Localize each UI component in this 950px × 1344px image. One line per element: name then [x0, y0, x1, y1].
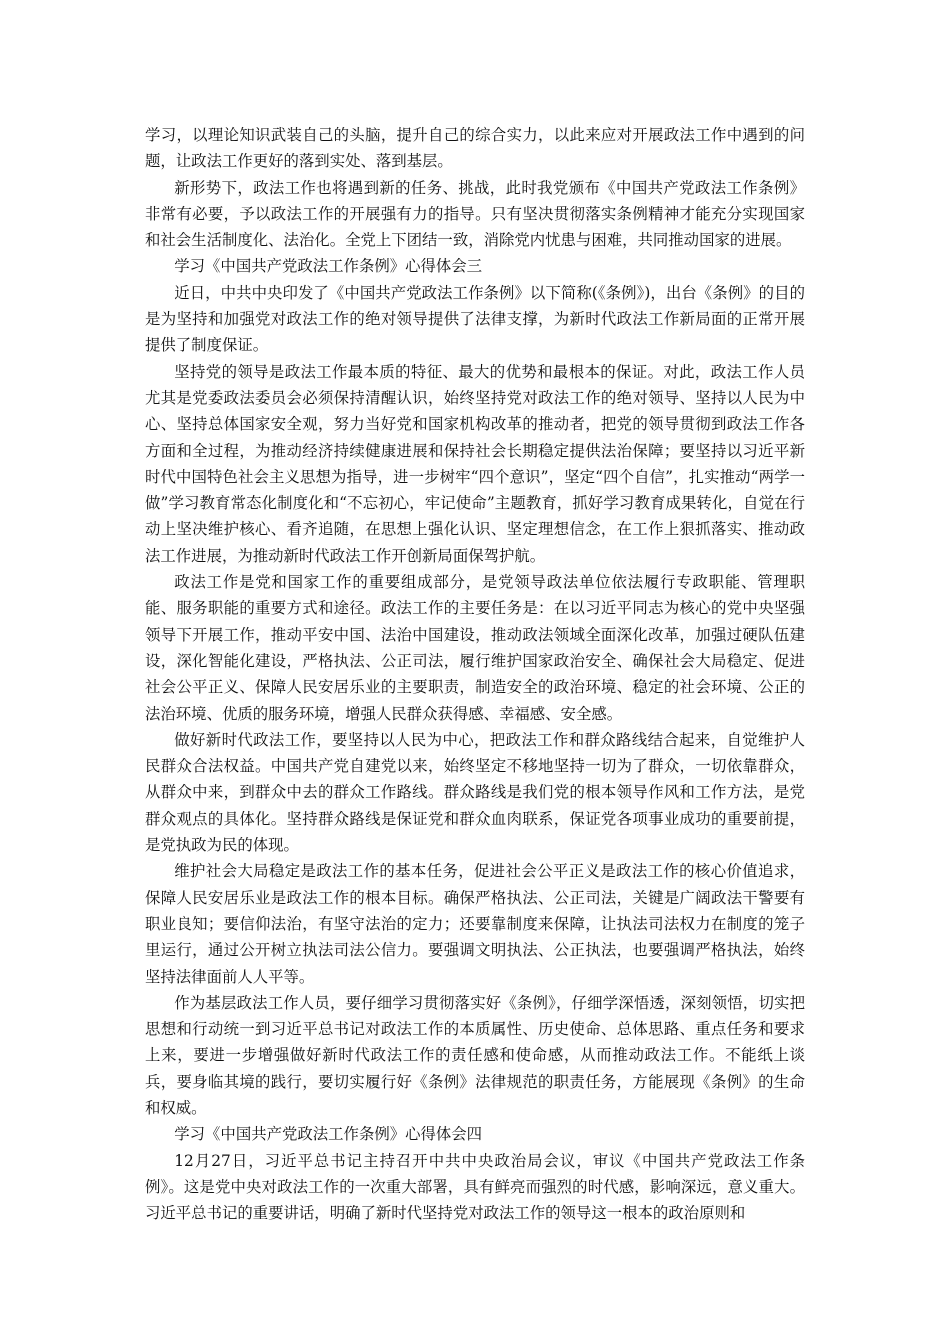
paragraph-social-stability: 维护社会大局稳定是政法工作的基本任务，促进社会公平正义是政法工作的核心价值追求，保障人民安居乐业是政法工作的根本目标。确保严格执法、公正司法，关键是广阔政法干警要有职业良知；要信仰法治，有坚守法治的定力；还要靠制度来保障，让执法司法权力在制度的笼子里运行，通过公开树立执法司法公信力。要强调文明执法、公正执法，也要强调严格执法，始终坚持法律面前人人平等。 — [145, 862, 805, 986]
paragraph-grassroots-staff: 作为基层政法工作人员，要仔细学习贯彻落实好《条例》，仔细学深悟透，深刻领悟，切实把思想和行动统一到习近平总书记对政法工作的本质属性、历史使命、总体思路、重点任务和要求上来，要进一步增强做好新时代政法工作的责任感和使命感，从而推动政法工作。不能纸上谈兵，要身临其境的践行，要切实履行好《条例》法律规范的职责任务，方能展现《条例》的生命和权威。 — [145, 993, 805, 1117]
document-page — [145, 122, 805, 1226]
paragraph-new-situation: 新形势下，政法工作也将遇到新的任务、挑战，此时我党颁布《中国共产党政法工作条例》非常有必要，予以政法工作的开展强有力的指导。只有坚决贯彻落实条例精神才能充分实现国家和社会生活制度化、法治化。全党上下团结一致，消除党内忧患与困难，共同推动国家的进展。 — [145, 178, 805, 250]
section-heading-three: 学习《中国共产党政法工作条例》心得体会三 — [174, 257, 483, 276]
paragraph-main-tasks: 政法工作是党和国家工作的重要组成部分，是党领导政法单位依法履行专政职能、管理职能、服务职能的重要方式和途径。政法工作的主要任务是：在以习近平同志为核心的党中央坚强领导下开展工作，推动平安中国、法治中国建设，推动政法领域全面深化改革，加强过硬队伍建设，深化智能化建设，严格执法、公正司法，履行维护国家政治安全、确保社会大局稳定、促进社会公平正义、保障人民安居乐业的主要职责，制造安全的政治环境、稳定的社会环境、公正的法治环境、优质的服务环境，增强人民群众获得感、幸福感、安全感。 — [145, 573, 805, 723]
paragraph-party-leadership: 坚持党的领导是政法工作最本质的特征、最大的优势和最根本的保证。对此，政法工作人员尤其是党委政法委员会必须保持清醒认识，始终坚持党对政法工作的绝对领导、坚持以人民为中心、坚持总体国家安全观，努力当好党和国家机构改革的推动者，把党的领导贯彻到政法工作各方面和全过程，为推动经济持续健康进展和保持社会长期稳定提供法治保障；要坚持以习近平新时代中国特色社会主义思想为指导，进一步树牢“四个意识”，坚定“四个自信”，扎实推动“两学一做”学习教育常态化制度化和“不忘初心，牢记使命”主题教育，抓好学习教育成果转化，自觉在行动上坚决维护核心、看齐追随，在思想上强化认识、坚定理想信念，在工作上狠抓落实、推动政法工作进展，为推动新时代政法工作开创新局面保驾护航。 — [145, 362, 805, 565]
paragraph-intro-continued: 学习，以理论知识武装自己的头脑，提升自己的综合实力，以此来应对开展政法工作中遇到的问题，让政法工作更好的落到实处、落到基层。 — [145, 126, 805, 171]
paragraph-politburo-meeting: 12月27日，习近平总书记主持召开中共中央政治局会议，审议《中国共产党政法工作条例》。这是党中央对政法工作的一次重大部署，具有鲜亮而强烈的时代感，影响深远，意义重大。习近平总书记的重要讲话，明确了新时代坚持党对政法工作的领导这一根本的政治原则和 — [145, 1151, 805, 1223]
paragraph-regulation-issued: 近日，中共中央印发了《中国共产党政法工作条例》以下简称(《条例》)，出台《条例》的目的是为坚持和加强党对政法工作的绝对领导提供了法律支撑，为新时代政法工作新局面的正常开展提供了制度保证。 — [145, 283, 805, 355]
section-heading-four: 学习《中国共产党政法工作条例》心得体会四 — [174, 1125, 483, 1144]
paragraph-people-centered: 做好新时代政法工作，要坚持以人民为中心，把政法工作和群众路线结合起来，自觉维护人民群众合法权益。中国共产党自建党以来，始终坚定不移地坚持一切为了群众，一切依靠群众，从群众中来，到群众中去的群众工作路线。群众路线是我们党的根本领导作风和工作方法，是党群众观点的具体化。坚持群众路线是保证党和群众血肉联系，保证党各项事业成功的重要前提，是党执政为民的体现。 — [145, 730, 805, 855]
